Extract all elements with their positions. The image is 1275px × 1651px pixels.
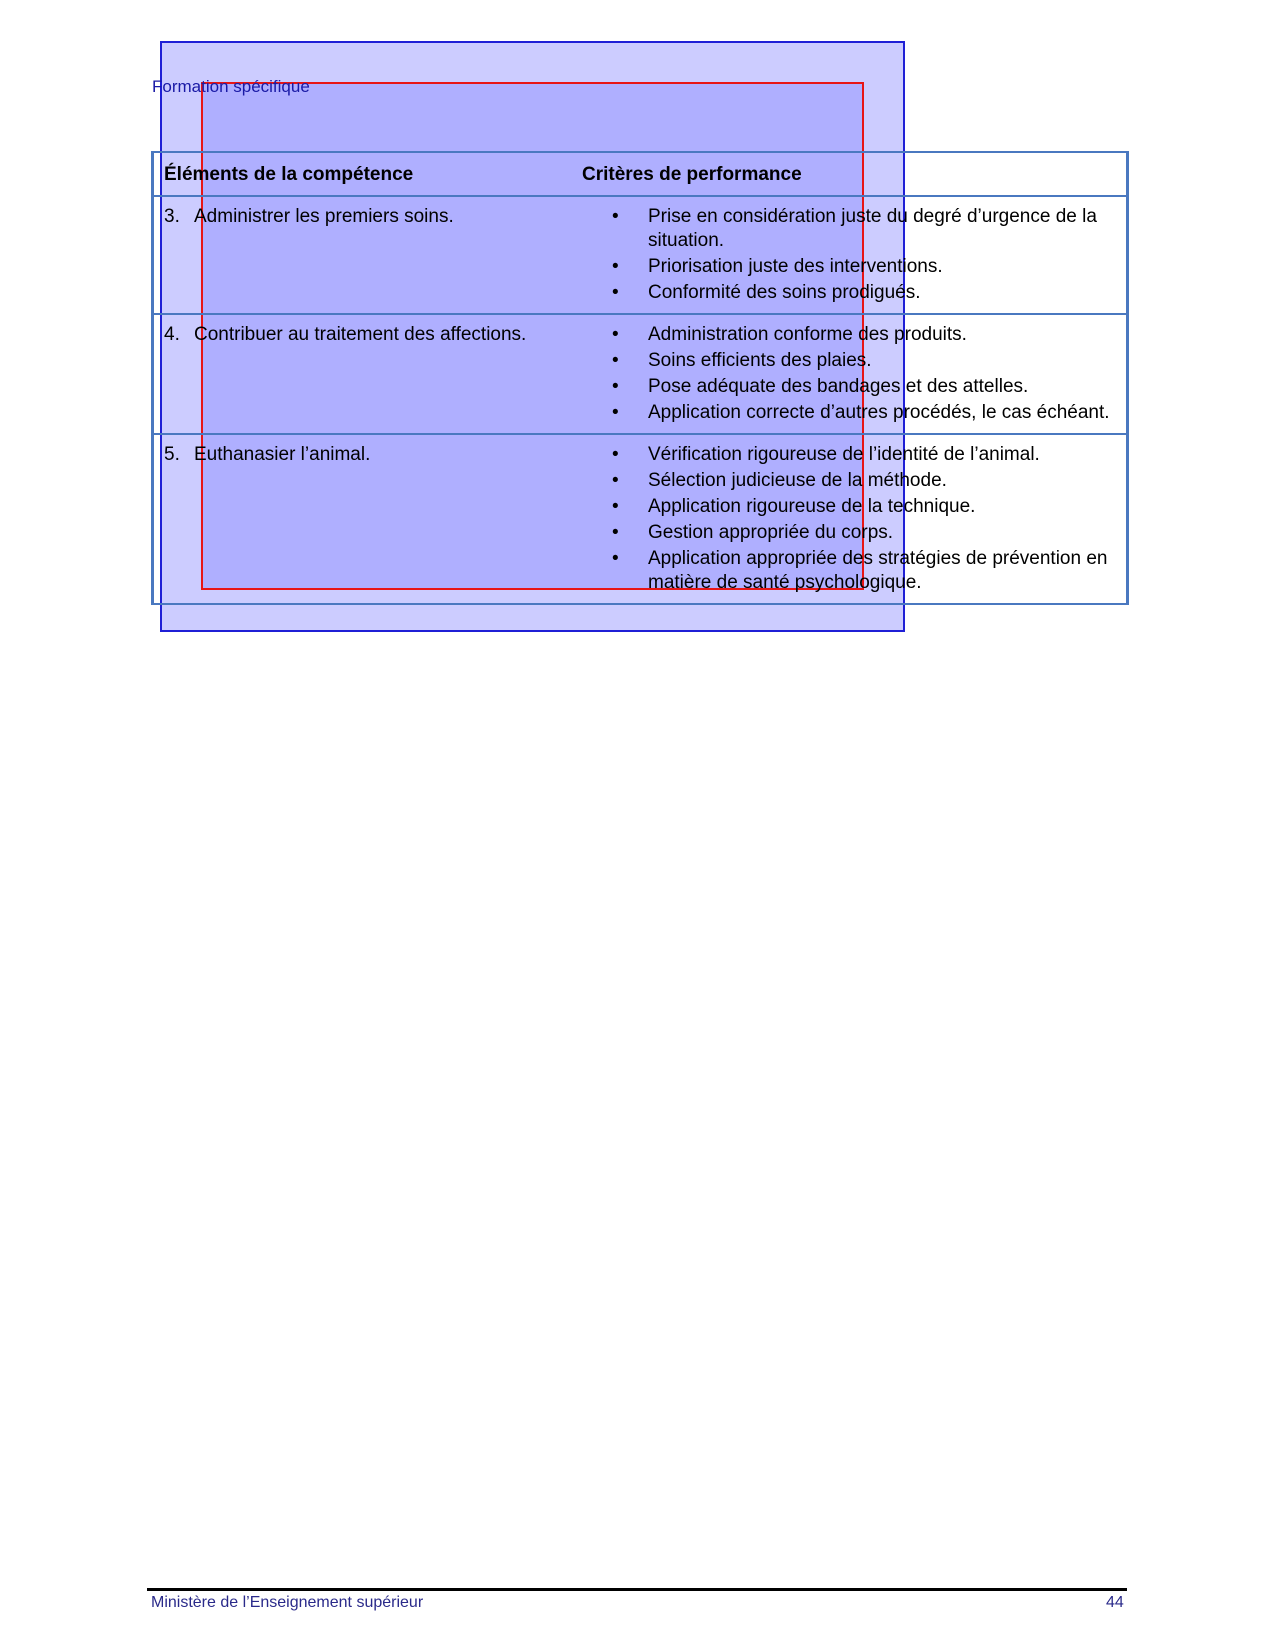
section-header: Formation spécifique (152, 77, 310, 96)
list-item: • Administration conforme des produits. (612, 323, 1118, 347)
footer-ministry: Ministère de l’Enseignement supérieur (151, 1594, 424, 1611)
element-text: Contribuer au traitement des affections. (194, 324, 527, 345)
list-item: • Vérification rigoureuse de l’identité de l’animal. (612, 443, 1118, 467)
criteria-cell (572, 196, 1128, 314)
list-item: • Pose adéquate des bandages et des attelles. (612, 375, 1118, 399)
element-number: 5. (164, 444, 180, 465)
column-header-elements: Éléments de la compétence (153, 152, 573, 196)
criteria-cell (572, 434, 1128, 604)
element-text: Euthanasier l’animal. (194, 444, 371, 465)
page-number: 44 (1106, 1594, 1124, 1611)
list-item: • Conformité des soins prodigués. (612, 281, 1118, 305)
element-number: 3. (164, 206, 180, 227)
column-header-criteria: Critères de performance (572, 152, 1128, 196)
table-row (153, 434, 1128, 604)
element-number: 4. (164, 324, 180, 345)
list-item: • Gestion appropriée du corps. (612, 521, 1118, 545)
list-item: • Prise en considération juste du degré d’urgence de la situation. (612, 205, 1118, 253)
table-row (153, 196, 1128, 314)
list-item: • Priorisation juste des interventions. (612, 255, 1118, 279)
list-item: • Application rigoureuse de la technique. (612, 495, 1118, 519)
element-cell (153, 314, 573, 434)
list-item: • Soins efficients des plaies. (612, 349, 1118, 373)
competence-table (151, 151, 1129, 605)
element-cell (153, 434, 573, 604)
element-cell (153, 196, 573, 314)
footer-divider (147, 1588, 1127, 1591)
table-header-row (153, 152, 1128, 196)
element-text: Administrer les premiers soins. (194, 206, 454, 227)
table-row (153, 314, 1128, 434)
list-item: • Application correcte d’autres procédés, le cas échéant. (612, 401, 1118, 425)
criteria-cell (572, 314, 1128, 434)
list-item: • Sélection judicieuse de la méthode. (612, 469, 1118, 493)
list-item: • Application appropriée des stratégies de prévention en matière de santé psychologique. (612, 547, 1118, 595)
